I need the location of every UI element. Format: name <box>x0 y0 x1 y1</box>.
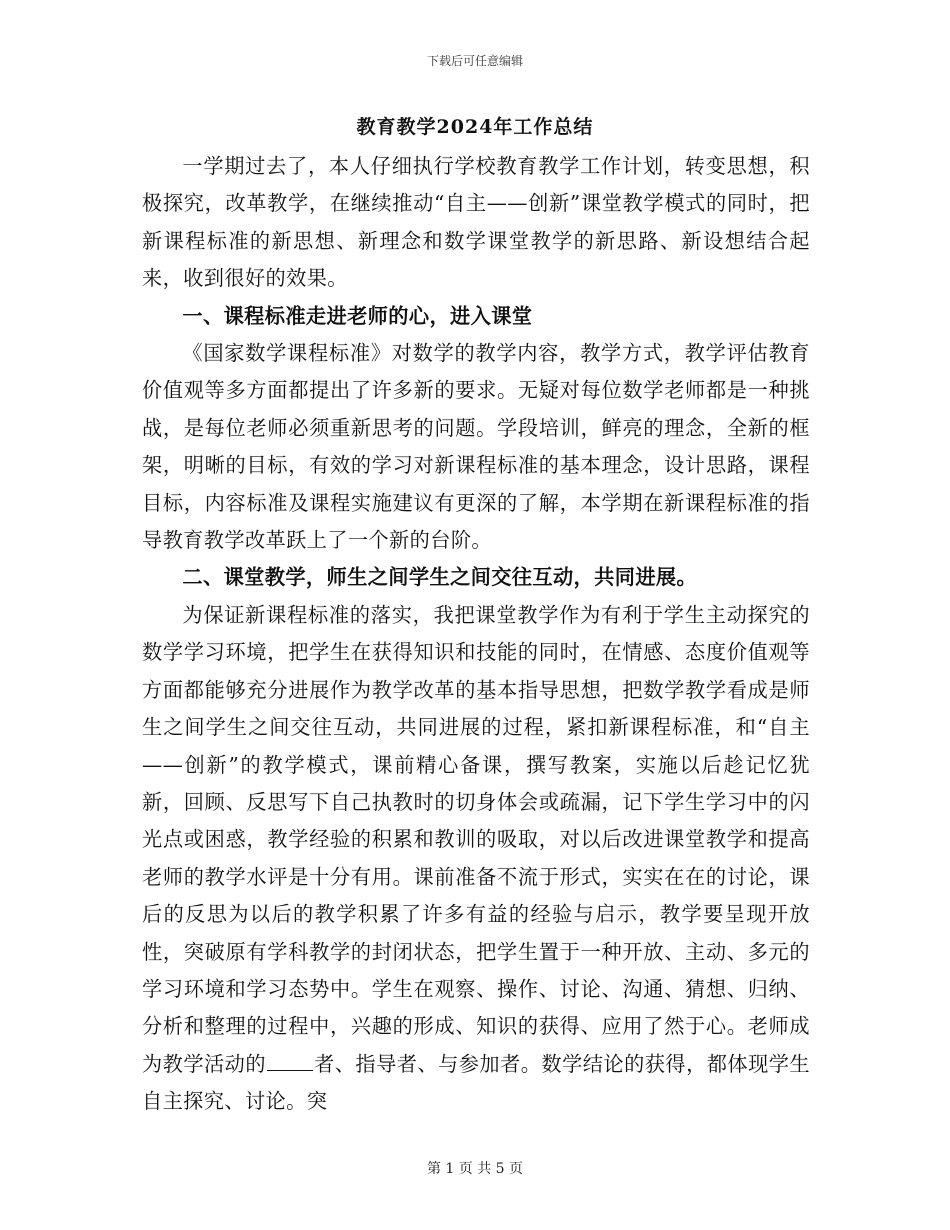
section-2-paragraph <box>142 597 810 1121</box>
section-heading-1: 一、课程标准走进老师的心，进入课堂 <box>182 303 533 328</box>
section-1-paragraph: 《国家数学课程标准》对数学的教学内容，教学方式，教学评估教育价值观等多方面都提出了许多新的要求。无疑对每位数学老师都是一种挑战，是每位老师必须重新思考的问题。学段培训，鲜亮的理念，全新的框架，明晰的目标，有效的学习对新课程标准的基本理念，设计思路，课程目标，内容标准及课程实施建议有更深的了解，本学期在新课程标准的指导教育教学改革跃上了一个新的台阶。 <box>142 341 810 553</box>
section-2-text-part-2: 者、指导者、与参加者。数学结论的获得，都体现学生自主探究、讨论。突 <box>142 1051 810 1114</box>
document-title: 教育教学2024年工作总结 <box>356 116 594 138</box>
section-2-text-part-1: 为保证新课程标准的落实，我把课堂教学作为有利于学生主动探究的数学学习环境，把学生在获得知识和技能的同时，在情感、态度价值观等方面都能够充分进展作为教学改革的基本指导思想，把数学教学看成是师生之间学生之间交往互动，共同进展的过程，紧扣新课程标准，和“自主——创新”的教学模式，课前精心备课，撰写教案，实施以后趁记忆犹新，回顾、反思写下自己执教时的切身体会或疏漏，记下学生学习中的闪光点或困惑，教学经验的积累和教训的吸取，对以后改进课堂教学和提高老师的教学水评是十分有用。课前准备不流于形式，实实在在的讨论，课后的反思为以后的教学积累了许多有益的经验与启示，教学要呈现开放性，突破原有学科教学的封闭状态，把学生置于一种开放、主动、多元的学习环境和学习态势中。学生在观察、操作、讨论、沟通、猜想、归纳、分析和整理的过程中，兴趣的形成、知识的获得、应用了然于心。老师成为教学活动的 <box>142 602 810 1076</box>
document-body <box>142 148 810 1121</box>
section-heading-2: 二、课堂教学，师生之间学生之间交往互动，共同进展。 <box>182 565 698 590</box>
fill-in-blank <box>267 1052 313 1071</box>
header-note: 下载后可任意编辑 <box>426 54 523 68</box>
page-number-footer: 第 1 页 共 5 页 <box>426 1161 524 1177</box>
intro-paragraph: 一学期过去了，本人仔细执行学校教育教学工作计划，转变思想，积极探究，改革教学，在继续推动“自主——创新”课堂教学模式的同时，把新课程标准的新思想、新理念和数学课堂教学的新思路、新设想结合起来，收到很好的效果。 <box>142 154 810 291</box>
